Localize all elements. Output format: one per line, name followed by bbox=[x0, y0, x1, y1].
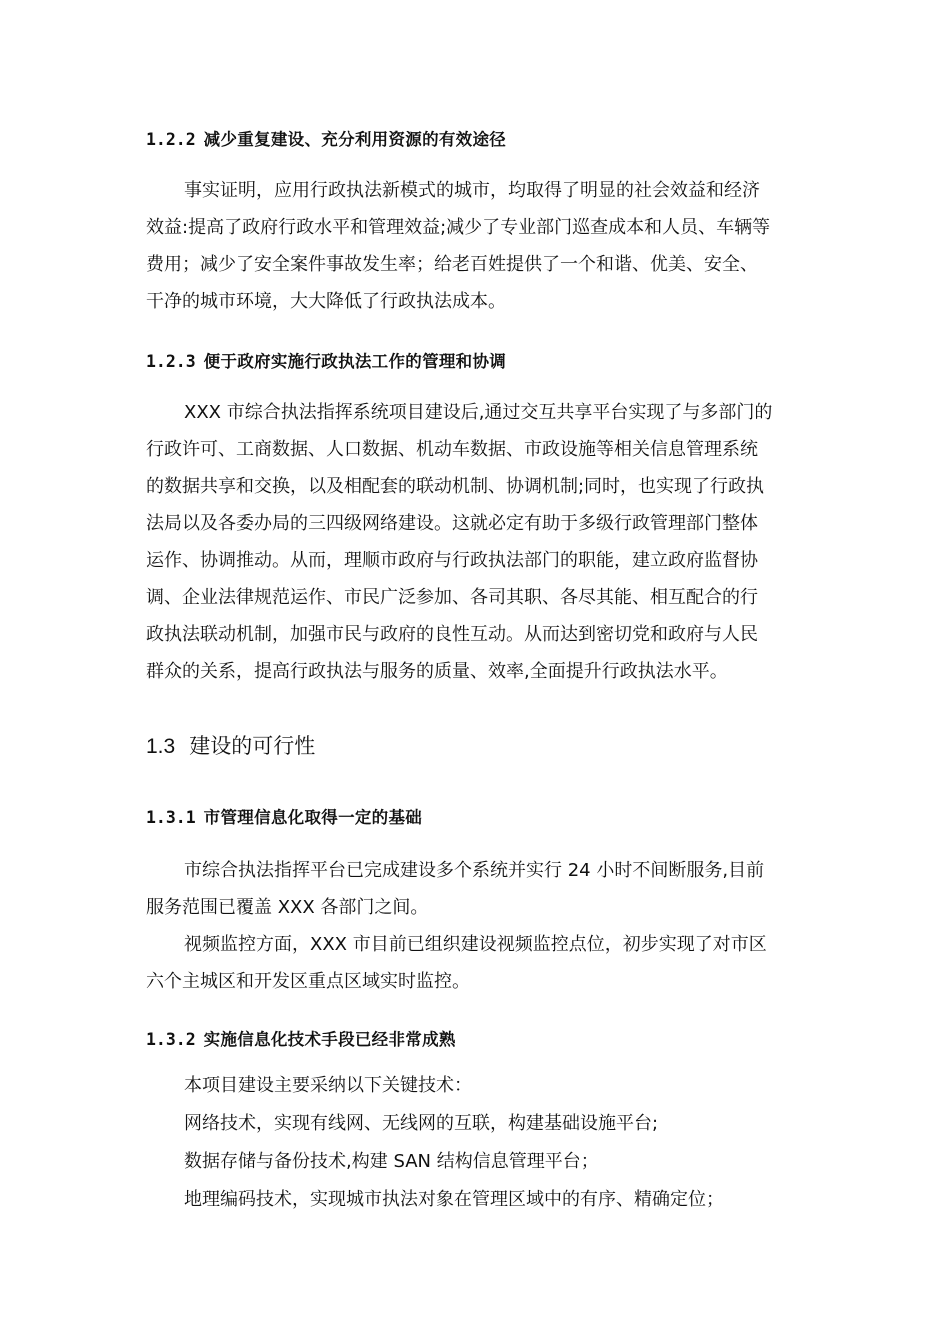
paragraph-line: 费用；减少了安全案件事故发生率；给老百姓提供了一个和谐、优美、安全、 bbox=[146, 254, 758, 275]
heading-title: 市管理信息化取得一定的基础 bbox=[203, 808, 423, 827]
paragraph-line: 的数据共享和交换，以及相配套的联动机制、协调机制;同时，也实现了行政执 bbox=[146, 476, 765, 497]
paragraph-line: XXX 市综合执法指挥系统项目建设后,通过交互共享平台实现了与多部门的 bbox=[184, 402, 773, 423]
heading-1-3-1 bbox=[146, 804, 422, 828]
heading-number: 1.3 bbox=[146, 735, 176, 758]
paragraph-1-3-1-b bbox=[146, 926, 811, 1000]
heading-title: 实施信息化技术手段已经非常成熟 bbox=[203, 1030, 456, 1049]
heading-1-3 bbox=[146, 730, 315, 760]
paragraph-1-3-1-a bbox=[146, 852, 811, 926]
heading-number: 1.2.3 bbox=[146, 352, 196, 371]
heading-number: 1.2.2 bbox=[146, 130, 196, 149]
heading-number: 1.3.1 bbox=[146, 808, 196, 827]
heading-1-2-3 bbox=[146, 348, 506, 372]
heading-number: 1.3.2 bbox=[146, 1030, 196, 1049]
paragraph-line: 行政许可、工商数据、人口数据、机动车数据、市政设施等相关信息管理系统 bbox=[146, 439, 758, 460]
paragraph-line: 法局以及各委办局的三四级网络建设。这就必定有助于多级行政管理部门整体 bbox=[146, 513, 758, 534]
list-item: 本项目建设主要采纳以下关键技术： bbox=[184, 1075, 472, 1096]
paragraph-1-2-3 bbox=[146, 394, 811, 690]
list-item: 地理编码技术，实现城市执法对象在管理区域中的有序、精确定位； bbox=[184, 1189, 724, 1210]
paragraph-line: 干净的城市环境，大大降低了行政执法成本。 bbox=[146, 291, 506, 312]
list-item: 数据存储与备份技术,构建 SAN 结构信息管理平台； bbox=[184, 1151, 599, 1172]
paragraph-line: 效益:提高了政府行政水平和管理效益;减少了专业部门巡查成本和人员、车辆等 bbox=[146, 217, 771, 238]
paragraph-line: 群众的关系，提高行政执法与服务的质量、效率,全面提升行政执法水平。 bbox=[146, 661, 728, 682]
heading-title: 便于政府实施行政执法工作的管理和协调 bbox=[203, 352, 507, 371]
paragraph-1-2-2 bbox=[146, 172, 811, 320]
paragraph-line: 服务范围已覆盖 XXX 各部门之间。 bbox=[146, 897, 429, 918]
paragraph-line: 六个主城区和开发区重点区域实时监控。 bbox=[146, 971, 470, 992]
heading-1-3-2 bbox=[146, 1026, 456, 1050]
heading-1-2-2 bbox=[146, 126, 506, 150]
paragraph-line: 视频监控方面，XXX 市目前已组织建设视频监控点位，初步实现了对市区 bbox=[184, 934, 767, 955]
paragraph-line: 运作、协调推动。从而，理顺市政府与行政执法部门的职能，建立政府监督协 bbox=[146, 550, 758, 571]
paragraph-line: 调、企业法律规范运作、市民广泛参加、各司其职、各尽其能、相互配合的行 bbox=[146, 587, 758, 608]
list-item: 网络技术，实现有线网、无线网的互联，构建基础设施平台; bbox=[184, 1113, 659, 1134]
heading-title: 减少重复建设、充分利用资源的有效途径 bbox=[203, 130, 507, 149]
paragraph-line: 政执法联动机制，加强市民与政府的良性互动。从而达到密切党和政府与人民 bbox=[146, 624, 758, 645]
paragraph-line: 市综合执法指挥平台已完成建设多个系统并实行 24 小时不间断服务,目前 bbox=[184, 860, 765, 881]
paragraph-line: 事实证明，应用行政执法新模式的城市，均取得了明显的社会效益和经济 bbox=[184, 180, 760, 201]
heading-title: 建设的可行性 bbox=[189, 734, 316, 758]
